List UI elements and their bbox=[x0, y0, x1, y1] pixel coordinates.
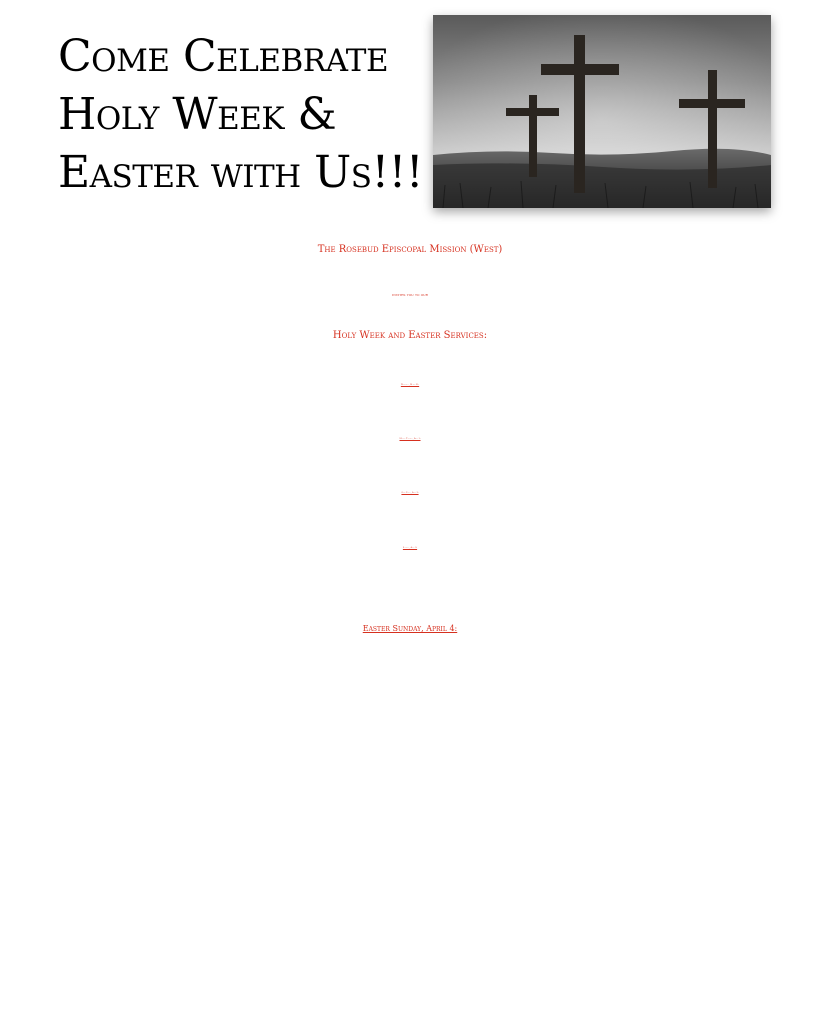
invitation-text: invites you to our bbox=[392, 292, 428, 297]
headline-line-1: Come Celebrate bbox=[58, 31, 389, 82]
headline-line-2: Holy Week & bbox=[58, 89, 337, 140]
schedule-day-heading: Maundy Thursday, April 1: bbox=[399, 438, 421, 440]
three-crosses-photo bbox=[433, 15, 771, 208]
schedule-day-heading: Saturday, April 3: bbox=[402, 547, 418, 549]
easter-heading: Easter Sunday, April 4: bbox=[362, 624, 458, 633]
organization-name: The Rosebud Episcopal Mission (West) bbox=[317, 244, 503, 255]
services-title: Holy Week and Easter Services: bbox=[332, 330, 488, 341]
headline-line-3: Easter with Us!!! bbox=[58, 147, 424, 198]
schedule-day-heading: Wednesday, March 31: bbox=[400, 384, 420, 386]
schedule-day-heading: Good Friday, April 2: bbox=[401, 492, 419, 494]
headline bbox=[58, 28, 424, 202]
